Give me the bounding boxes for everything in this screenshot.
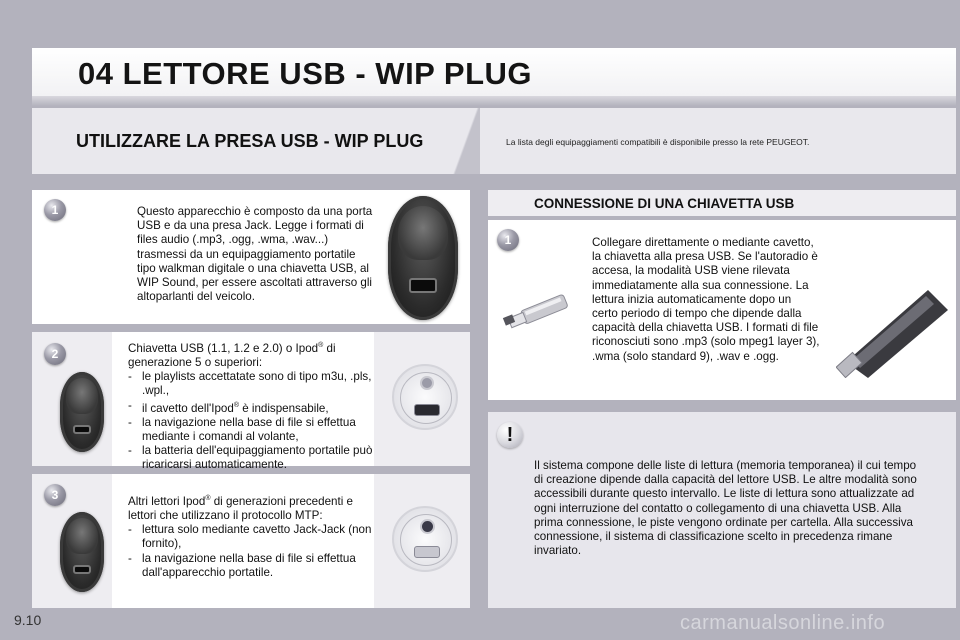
usb-socket-image [388,196,458,320]
page-number: 9.10 [14,612,42,628]
registered-mark: ® [318,342,324,349]
ipod-intro-b: di generazione 5 o superiori: [128,341,336,370]
ipod-intro-a: Chiavetta USB (1.1, 1.2 e 2.0) o Ipod [128,341,319,355]
legacy-list [128,523,372,580]
section-band-divider [452,108,480,174]
list-item: - la navigazione nella base di file si effettua mediante i comandi al volante, [128,416,374,444]
usb-stick-icon [500,292,580,332]
usb-intro-text: Questo apparecchio è composto da una porta USB e da una presa Jack. Legge i formati di files audio (.mp3, .ogg, .wma, .wav...) trasmessi da un equipaggiamento portatile tipo walkman digitale o una chiavetta USB, al WIP Sound, per essere ascoltati attraverso gli altoparlanti del veicolo. [137,205,373,304]
socket-lid [66,518,98,553]
list-item: - la batteria dell'equipaggiamento portatile può ricaricarsi automaticamente. [128,444,374,472]
usb-port-icon [73,565,91,575]
jack-port-icon [420,519,435,534]
list-item: - lettura solo mediante cavetto Jack-Jack (non fornito), [128,523,372,551]
section-title: UTILIZZARE LA PRESA USB - WIP PLUG [76,131,424,151]
step-badge-1-right: 1 [497,229,519,251]
list-item: - la navigazione nella base di file si effettua dall'apparecchio portatile. [128,552,372,580]
step-badge-2: 2 [44,343,66,365]
jack-socket-image [60,512,104,592]
compatibility-note: La lista degli equipaggiamenti compatibili è disponibile presso la rete PEUGEOT. [506,137,810,147]
connection-title: CONNESSIONE DI UNA CHIAVETTA USB [534,196,795,211]
socket-lid [66,378,98,413]
watermark: carmanualsonline.info [680,612,886,634]
warning-icon: ! [497,422,523,448]
ipod-socket-image [60,372,104,452]
list-item-a: il cavetto dell'Ipod [142,401,234,415]
page-title: 04 LETTORE USB - WIP PLUG [78,56,533,91]
step-badge-3: 3 [44,484,66,506]
legacy-intro-a: Altri lettori Ipod [128,494,206,508]
registered-mark: ® [205,495,211,502]
usb-port-icon [414,546,440,558]
ipod-list [128,370,374,472]
list-item: - le playlists accettatate sono di tipo m3u, .pls, .wpl., [128,370,374,398]
registered-mark: ® [233,401,239,409]
socket-lid [398,206,448,261]
usb-port-icon [73,425,91,435]
warning-text: Il sistema compone delle liste di lettura (memoria temporanea) il cui tempo di creazione dipende dalla capacità del lettore USB. Le altre modalità sono accessibili durante questo intervallo. Le liste di lettura sono attualizzate ad ogni interruzione del contatto o collegamento di una chiavetta USB. Alla prima connessione, le piste vengono ordinate per cartella. Alla successiva connessione, il sistema di classificazione scelto in precedenza rimane invariato. [534,459,917,558]
usb-plug-in-photo [836,282,952,378]
usb-port-icon [409,278,437,293]
step-badge-1: 1 [44,199,66,221]
usb-panel-diagram [392,364,458,430]
legacy-intro-b: di generazioni precedenti e lettori che utilizzano il protocollo MTP: [128,494,353,523]
list-item [128,399,374,416]
legacy-text [128,492,372,580]
ipod-text [128,339,374,473]
jack-port-icon [420,376,434,390]
usb-port-icon [414,404,440,416]
jack-panel-diagram [392,506,458,572]
list-item-b: è indispensabile, [238,401,329,415]
connection-text: Collegare direttamente o mediante cavetto, la chiavetta alla presa USB. Se l'autoradio è accesa, la modalità USB viene rilevata immediatamente alla sua connessione. La lettura inizia automaticamente dopo un certo periodo di tempo che dipende dalla capacità della chiavetta USB. I formati di file riconosciuti sono .mp3 (solo mpeg1 layer 3), .wma (solo standard 9), .wav e .ogg. [592,236,820,363]
